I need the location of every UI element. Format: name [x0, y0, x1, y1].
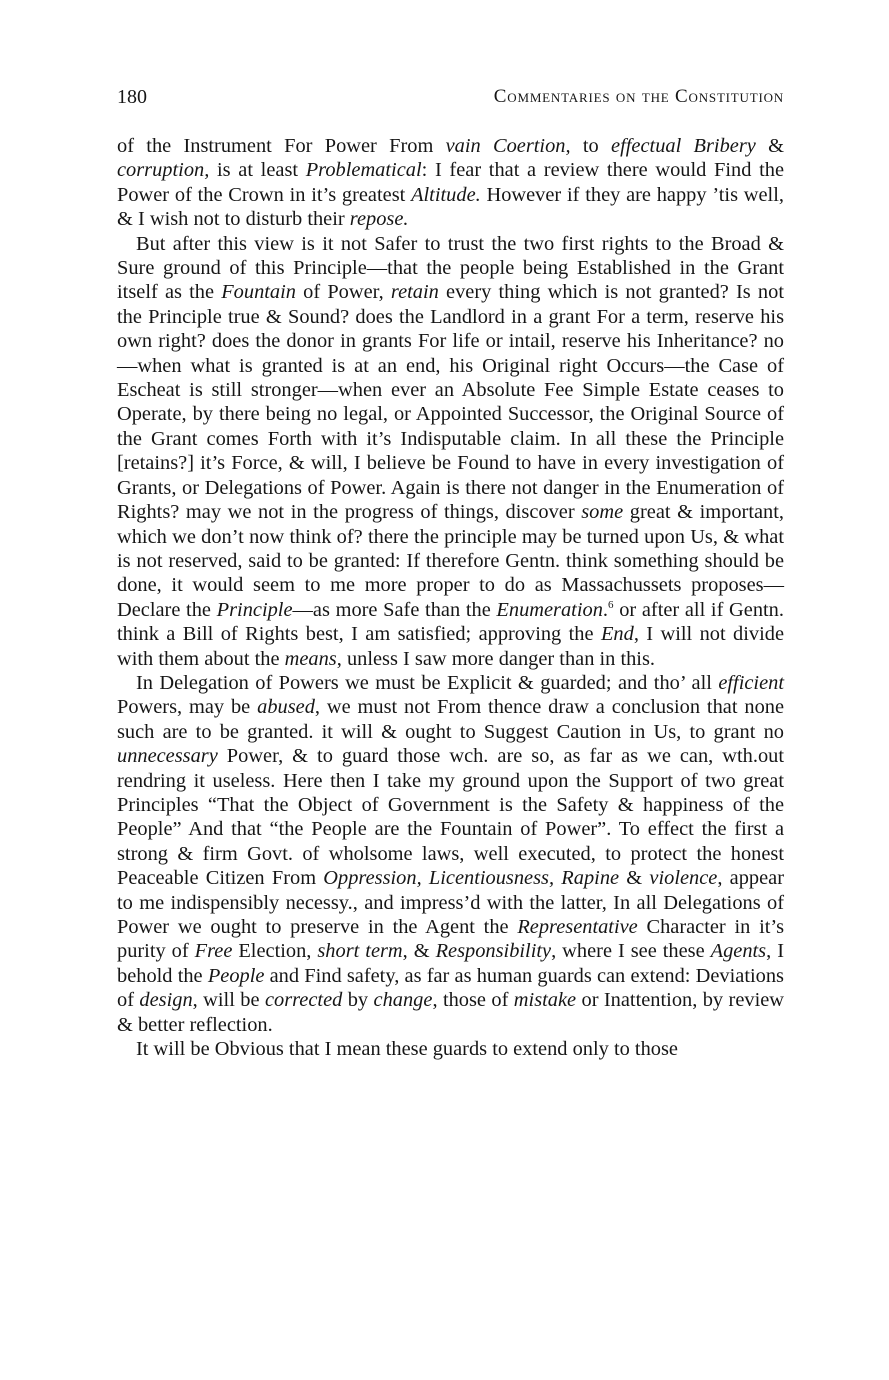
text-run: , I behold the [117, 940, 784, 987]
paragraph [117, 134, 784, 232]
text-run: and Find safety, as far as human guards can extend: Deviations of [117, 964, 784, 1012]
text-run: or Inattention, by review & better reflection. [117, 989, 785, 1036]
italic-text: Principle [216, 598, 293, 621]
text-run: , those of [432, 989, 514, 1012]
italic-text: People [207, 964, 265, 987]
italic-text: change [373, 989, 433, 1012]
text-run: , I will not divide with them about the [117, 623, 785, 670]
text-run: Power, & to guard those wch. are so, as far as we can, wth.out rendring it useless. Here then I take my ground upon the Support of two great Principles “That the Object of Government is the Safety & happiness of the People” And that “the People are the Fountain of Power”. To effect the first a strong & firm Govt. of wholsome laws, well executed, to protect the honest Peaceable Citizen From [117, 745, 784, 890]
italic-text: effectual Bribery [611, 135, 756, 157]
italic-text: retain [390, 281, 439, 304]
italic-text: Fountain [221, 281, 296, 304]
text-run: , unless I saw more danger than in this. [336, 647, 656, 670]
document-page [117, 86, 784, 1061]
italic-text: Agents [710, 940, 767, 963]
text-run: , appear to me indispensibly necessy., and impress’d with the latter, In all Delegations of Power we ought to preserve in the Agent the [117, 867, 785, 938]
italic-text: Enumeration [496, 598, 603, 621]
italic-text: means [284, 647, 337, 670]
text-run: —as more Safe than the [292, 598, 497, 621]
text-run: is at least [209, 159, 306, 182]
paragraph [117, 671, 784, 1037]
text-run: or after all if Gentn. think a Bill of Rights best, I am satisfied; approving the [117, 598, 784, 646]
italic-text: violence [649, 867, 718, 890]
text-run: Powers, may be [117, 696, 258, 719]
text-run: . [602, 598, 609, 621]
text-run: by [342, 989, 374, 1012]
italic-text: design [139, 989, 193, 1012]
text-run: Character in it’s purity of [117, 916, 784, 963]
italic-text: abused [257, 696, 315, 719]
italic-text: repose. [349, 208, 409, 231]
text-run: , will be [192, 989, 265, 1012]
italic-text: End [600, 623, 634, 646]
text-run: , we must not From thence draw a conclusion that none such are to be granted. it will & ought to Suggest Caution in Us, to grant no [117, 696, 785, 743]
body-text [117, 134, 784, 1061]
text-run: of Power, [295, 281, 391, 304]
italic-text: corrected [264, 989, 343, 1012]
page-number: 180 [117, 86, 147, 108]
italic-text: Problematical [305, 159, 422, 182]
text-run: , & [402, 940, 436, 963]
italic-text: efficient [718, 671, 784, 694]
italic-text: some [581, 501, 624, 524]
text-run: great & important, which we don’t now think of? there the principle may be turned upon Us, & what is not reserved, said to be granted: If therefore Gentn. think something should be done, it would seem to me more proper to do as Massachussets proposes—Declare the [117, 501, 785, 621]
italic-text: vain Coertion, [445, 135, 571, 157]
italic-text: corruption, [117, 159, 210, 182]
footnote-ref: 6 [608, 598, 614, 611]
italic-text: Responsibility [435, 940, 552, 963]
text-run: to [570, 135, 612, 157]
italic-text: unnecessary [117, 745, 218, 768]
italic-text: Representative [517, 916, 638, 938]
italic-text: Oppression, Licentiousness, Rapine [323, 867, 620, 890]
italic-text: short term [317, 940, 403, 963]
text-run: , where I see these [551, 940, 711, 963]
italic-text: mistake [513, 989, 577, 1012]
text-run: every thing which is not granted? Is not the Principle true & Sound? does the Landlord in a grant For a term, reserve his own right? does the donor in grants For life or intail, reserve his Inheritance? no—when what is granted is at an end, his Original right Occurs—the Case of Escheat is still stronger—when ever an Absolute Fee Simple Estate ceases to Operate, by there being no legal, or Appointed Successor, the Original Source of the Grant comes Forth with it’s Indisputable claim. In all these the Principle [retains?] it’s Force, & will, I believe be Found to have in every investigation of Grants, or Delegations of Power. Again is there not danger in the Enumeration of Rights? may we not in the progress of things, discover [117, 281, 784, 524]
paragraph [117, 232, 784, 671]
paragraph [117, 1037, 784, 1061]
running-title: Commentaries on the Constitution [493, 86, 784, 107]
italic-text: Free [194, 940, 233, 963]
running-head [117, 86, 784, 120]
text-run: Election, [232, 940, 318, 963]
italic-text: Altitude. [411, 183, 481, 206]
text-run: In Delegation of Powers we must be Explicit & guarded; and tho’ all [136, 671, 719, 694]
text-run: However if they are happy ’tis well, & I wish not to disturb their [117, 183, 784, 231]
text-run: & [755, 135, 784, 157]
text-run: : I fear that a review there would Find the Power of the Crown in it’s greatest [117, 159, 784, 206]
text-run: It will be Obvious that I mean these guards to extend only to those [136, 1038, 678, 1061]
text-run: of the Instrument For Power From [117, 135, 446, 157]
text-run: & [619, 867, 650, 890]
text-run: But after this view is it not Safer to trust the two first rights to the Broad & Sure ground of this Principle—that the people being Established in the Grant itself as the [117, 232, 784, 304]
